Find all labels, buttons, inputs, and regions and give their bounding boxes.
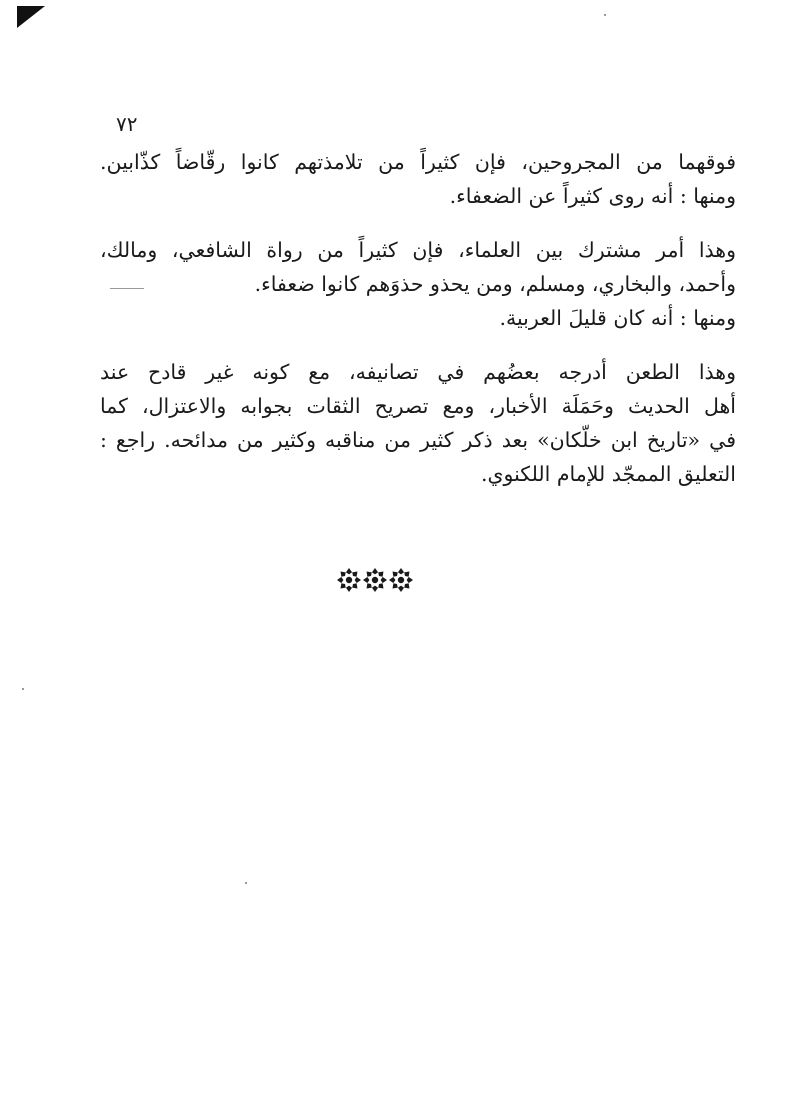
page-body <box>100 145 736 491</box>
text-line: ومنها : أنه كان قليلَ العربية. <box>499 306 736 330</box>
page-number: ٧٢ <box>116 112 138 136</box>
paragraph-gap <box>100 335 736 355</box>
star-core-dot <box>346 577 352 583</box>
text-line: وهذا أمر مشترك بين العلماء، فإن كثيراً من رواة الشافعي، ومالك، <box>100 238 736 262</box>
text-line: فوقهما من المجروحين، فإن كثيراً من تلامذتهم كانوا رقّاضاً كذّابين. <box>100 150 736 174</box>
ornament-star-icon <box>389 568 413 592</box>
text-line: في «تاريخ ابن خلّكان» بعد ذكر كثير من مناقبه وكثير من مدائحه. راجع : <box>100 428 736 452</box>
text-line: التعليق الممجّد للإمام اللكنوي. <box>480 462 736 486</box>
text-line: ومنها : أنه روى كثيراً عن الضعفاء. <box>449 184 736 208</box>
scan-speck <box>245 882 247 884</box>
ornament-graphic <box>336 566 414 594</box>
paragraph-gap <box>100 213 736 233</box>
text-line: وأحمد، والبخاري، ومسلم، ومن يحذو حذوَهم كانوا ضعفاء. <box>254 272 736 296</box>
three-star-ornament <box>336 566 414 594</box>
ornament-star-icon <box>363 568 387 592</box>
text-line: أهل الحديث وحَمَلَة الأخبار، ومع تصريح الثقات بجوابه والاعتزال، كما <box>100 394 736 418</box>
scan-speck <box>604 14 606 16</box>
scan-speck <box>22 688 24 690</box>
star-core-dot <box>372 577 378 583</box>
text-line: وهذا الطعن أدرجه بعضُهم في تصانيفه، مع كونه غير قادح عند <box>100 360 736 384</box>
corner-scan-mark <box>17 6 45 28</box>
scan-dash-mark <box>110 288 144 289</box>
ornament-star-icon <box>337 568 361 592</box>
star-core-dot <box>398 577 404 583</box>
